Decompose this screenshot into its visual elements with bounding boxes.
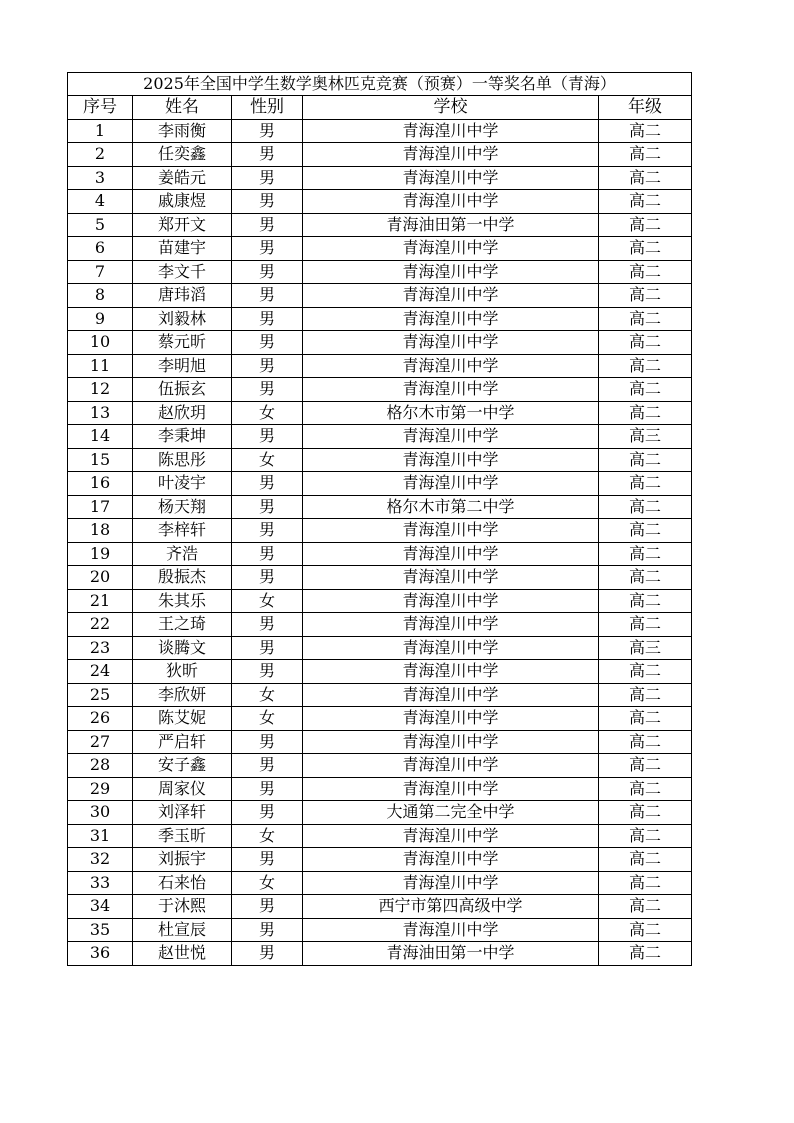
cell-grade: 高二 (599, 566, 692, 590)
cell-grade: 高二 (599, 660, 692, 684)
cell-school: 青海湟川中学 (303, 848, 599, 872)
cell-name: 陈艾妮 (133, 707, 232, 731)
cell-school: 青海湟川中学 (303, 166, 599, 190)
cell-no: 34 (68, 895, 133, 919)
cell-school: 青海湟川中学 (303, 683, 599, 707)
cell-name: 伍振玄 (133, 378, 232, 402)
cell-school: 青海湟川中学 (303, 260, 599, 284)
cell-grade: 高二 (599, 707, 692, 731)
cell-grade: 高二 (599, 918, 692, 942)
cell-school: 青海湟川中学 (303, 918, 599, 942)
cell-grade: 高二 (599, 166, 692, 190)
cell-name: 于沐熙 (133, 895, 232, 919)
cell-grade: 高二 (599, 143, 692, 167)
table-row (68, 143, 692, 167)
cell-no: 21 (68, 589, 133, 613)
cell-school: 青海湟川中学 (303, 237, 599, 261)
cell-no: 31 (68, 824, 133, 848)
cell-grade: 高二 (599, 213, 692, 237)
cell-no: 1 (68, 119, 133, 143)
cell-gender: 男 (232, 918, 303, 942)
cell-name: 陈思彤 (133, 448, 232, 472)
cell-gender: 男 (232, 730, 303, 754)
table-row (68, 284, 692, 308)
cell-school: 西宁市第四高级中学 (303, 895, 599, 919)
cell-no: 6 (68, 237, 133, 261)
cell-name: 李明旭 (133, 354, 232, 378)
cell-name: 齐浩 (133, 542, 232, 566)
cell-no: 20 (68, 566, 133, 590)
cell-name: 赵世悦 (133, 942, 232, 966)
header-gender: 性别 (232, 96, 303, 120)
cell-no: 26 (68, 707, 133, 731)
table-row (68, 589, 692, 613)
table-row (68, 119, 692, 143)
cell-grade: 高二 (599, 824, 692, 848)
table-row (68, 683, 692, 707)
cell-gender: 男 (232, 613, 303, 637)
table-row (68, 425, 692, 449)
cell-name: 李雨衡 (133, 119, 232, 143)
cell-no: 7 (68, 260, 133, 284)
table-row (68, 472, 692, 496)
cell-school: 青海湟川中学 (303, 284, 599, 308)
cell-name: 严启轩 (133, 730, 232, 754)
table-row (68, 660, 692, 684)
cell-no: 24 (68, 660, 133, 684)
cell-school: 青海湟川中学 (303, 707, 599, 731)
cell-no: 17 (68, 495, 133, 519)
cell-grade: 高二 (599, 754, 692, 778)
cell-gender: 男 (232, 425, 303, 449)
cell-gender: 男 (232, 801, 303, 825)
cell-grade: 高二 (599, 589, 692, 613)
cell-school: 青海湟川中学 (303, 613, 599, 637)
table-row (68, 378, 692, 402)
cell-gender: 男 (232, 777, 303, 801)
table-row (68, 401, 692, 425)
cell-grade: 高二 (599, 331, 692, 355)
cell-grade: 高二 (599, 495, 692, 519)
cell-grade: 高二 (599, 378, 692, 402)
cell-name: 安子鑫 (133, 754, 232, 778)
cell-grade: 高二 (599, 871, 692, 895)
header-row (68, 96, 692, 120)
cell-grade: 高二 (599, 542, 692, 566)
cell-no: 13 (68, 401, 133, 425)
cell-gender: 男 (232, 895, 303, 919)
cell-gender: 男 (232, 166, 303, 190)
cell-no: 2 (68, 143, 133, 167)
table-row (68, 707, 692, 731)
cell-no: 30 (68, 801, 133, 825)
cell-name: 杨天翔 (133, 495, 232, 519)
header-school: 学校 (303, 96, 599, 120)
cell-gender: 男 (232, 331, 303, 355)
cell-school: 青海湟川中学 (303, 871, 599, 895)
cell-school: 大通第二完全中学 (303, 801, 599, 825)
cell-school: 青海湟川中学 (303, 378, 599, 402)
cell-school: 青海湟川中学 (303, 448, 599, 472)
cell-no: 9 (68, 307, 133, 331)
cell-no: 36 (68, 942, 133, 966)
table-body (68, 119, 692, 965)
cell-no: 29 (68, 777, 133, 801)
cell-school: 青海油田第一中学 (303, 213, 599, 237)
cell-school: 青海湟川中学 (303, 331, 599, 355)
cell-school: 青海湟川中学 (303, 777, 599, 801)
table-row (68, 495, 692, 519)
cell-name: 戚康煜 (133, 190, 232, 214)
cell-gender: 男 (232, 213, 303, 237)
table-row (68, 918, 692, 942)
cell-name: 刘毅林 (133, 307, 232, 331)
table-row (68, 237, 692, 261)
cell-no: 23 (68, 636, 133, 660)
cell-name: 李文千 (133, 260, 232, 284)
cell-grade: 高二 (599, 777, 692, 801)
table-row (68, 213, 692, 237)
cell-grade: 高二 (599, 448, 692, 472)
cell-name: 狄昕 (133, 660, 232, 684)
cell-gender: 女 (232, 448, 303, 472)
cell-grade: 高二 (599, 119, 692, 143)
cell-gender: 男 (232, 848, 303, 872)
table-row (68, 824, 692, 848)
cell-grade: 高二 (599, 260, 692, 284)
cell-name: 刘振宇 (133, 848, 232, 872)
cell-school: 青海湟川中学 (303, 636, 599, 660)
cell-gender: 男 (232, 119, 303, 143)
cell-no: 28 (68, 754, 133, 778)
cell-grade: 高二 (599, 683, 692, 707)
cell-no: 25 (68, 683, 133, 707)
cell-school: 青海湟川中学 (303, 566, 599, 590)
table-row (68, 307, 692, 331)
cell-name: 蔡元昕 (133, 331, 232, 355)
cell-gender: 女 (232, 589, 303, 613)
table-row (68, 190, 692, 214)
cell-gender: 男 (232, 237, 303, 261)
cell-no: 32 (68, 848, 133, 872)
cell-name: 姜皓元 (133, 166, 232, 190)
cell-gender: 男 (232, 284, 303, 308)
cell-school: 青海湟川中学 (303, 143, 599, 167)
cell-school: 青海湟川中学 (303, 190, 599, 214)
cell-no: 15 (68, 448, 133, 472)
cell-gender: 男 (232, 190, 303, 214)
cell-grade: 高二 (599, 848, 692, 872)
table-row (68, 542, 692, 566)
table-row (68, 871, 692, 895)
cell-name: 任奕鑫 (133, 143, 232, 167)
cell-no: 10 (68, 331, 133, 355)
cell-no: 33 (68, 871, 133, 895)
cell-no: 3 (68, 166, 133, 190)
table-row (68, 848, 692, 872)
cell-name: 赵欣玥 (133, 401, 232, 425)
cell-school: 青海湟川中学 (303, 425, 599, 449)
cell-school: 青海湟川中学 (303, 542, 599, 566)
cell-gender: 女 (232, 401, 303, 425)
table-row (68, 331, 692, 355)
cell-school: 青海湟川中学 (303, 660, 599, 684)
table-title: 2025年全国中学生数学奥林匹克竞赛（预赛）一等奖名单（青海） (68, 73, 692, 96)
cell-name: 李秉坤 (133, 425, 232, 449)
cell-grade: 高三 (599, 636, 692, 660)
cell-no: 12 (68, 378, 133, 402)
table-row (68, 566, 692, 590)
cell-name: 唐玮滔 (133, 284, 232, 308)
table-row (68, 754, 692, 778)
table-row (68, 636, 692, 660)
cell-gender: 男 (232, 495, 303, 519)
cell-no: 14 (68, 425, 133, 449)
table-row (68, 942, 692, 966)
cell-gender: 男 (232, 378, 303, 402)
cell-gender: 女 (232, 824, 303, 848)
cell-no: 35 (68, 918, 133, 942)
cell-name: 王之琦 (133, 613, 232, 637)
cell-name: 朱其乐 (133, 589, 232, 613)
cell-gender: 男 (232, 307, 303, 331)
table-row (68, 777, 692, 801)
cell-gender: 男 (232, 542, 303, 566)
cell-school: 青海湟川中学 (303, 824, 599, 848)
cell-no: 5 (68, 213, 133, 237)
cell-gender: 男 (232, 354, 303, 378)
cell-no: 27 (68, 730, 133, 754)
cell-no: 18 (68, 519, 133, 543)
cell-gender: 女 (232, 683, 303, 707)
cell-name: 郑开文 (133, 213, 232, 237)
header-name: 姓名 (133, 96, 232, 120)
table-row (68, 730, 692, 754)
cell-name: 李欣妍 (133, 683, 232, 707)
cell-school: 青海湟川中学 (303, 354, 599, 378)
cell-grade: 高二 (599, 472, 692, 496)
cell-gender: 男 (232, 566, 303, 590)
table-row (68, 354, 692, 378)
cell-gender: 男 (232, 143, 303, 167)
cell-school: 青海湟川中学 (303, 730, 599, 754)
table-row (68, 260, 692, 284)
cell-name: 苗建宇 (133, 237, 232, 261)
table-row (68, 895, 692, 919)
cell-grade: 高二 (599, 519, 692, 543)
cell-no: 19 (68, 542, 133, 566)
cell-no: 8 (68, 284, 133, 308)
cell-gender: 男 (232, 754, 303, 778)
cell-gender: 男 (232, 472, 303, 496)
cell-name: 刘泽轩 (133, 801, 232, 825)
cell-grade: 高二 (599, 730, 692, 754)
cell-name: 谈腾文 (133, 636, 232, 660)
cell-gender: 女 (232, 871, 303, 895)
table-row (68, 519, 692, 543)
cell-school: 青海湟川中学 (303, 589, 599, 613)
cell-gender: 男 (232, 942, 303, 966)
cell-no: 4 (68, 190, 133, 214)
cell-school: 青海湟川中学 (303, 119, 599, 143)
cell-grade: 高三 (599, 425, 692, 449)
cell-grade: 高二 (599, 942, 692, 966)
table-row (68, 166, 692, 190)
cell-school: 格尔木市第一中学 (303, 401, 599, 425)
cell-grade: 高二 (599, 354, 692, 378)
table-row (68, 613, 692, 637)
cell-grade: 高二 (599, 895, 692, 919)
cell-grade: 高二 (599, 284, 692, 308)
award-list-table (67, 72, 692, 966)
cell-school: 青海湟川中学 (303, 754, 599, 778)
cell-name: 杜宣辰 (133, 918, 232, 942)
cell-grade: 高二 (599, 307, 692, 331)
table-row (68, 801, 692, 825)
cell-name: 李梓轩 (133, 519, 232, 543)
cell-school: 青海油田第一中学 (303, 942, 599, 966)
cell-school: 青海湟川中学 (303, 472, 599, 496)
cell-gender: 女 (232, 707, 303, 731)
cell-name: 周家仪 (133, 777, 232, 801)
cell-grade: 高二 (599, 613, 692, 637)
cell-name: 石来怡 (133, 871, 232, 895)
cell-gender: 男 (232, 636, 303, 660)
cell-gender: 男 (232, 660, 303, 684)
title-row (68, 73, 692, 96)
cell-grade: 高二 (599, 190, 692, 214)
cell-name: 季玉昕 (133, 824, 232, 848)
header-grade: 年级 (599, 96, 692, 120)
cell-gender: 男 (232, 260, 303, 284)
cell-no: 11 (68, 354, 133, 378)
table-row (68, 448, 692, 472)
cell-grade: 高二 (599, 801, 692, 825)
cell-no: 16 (68, 472, 133, 496)
cell-name: 殷振杰 (133, 566, 232, 590)
cell-grade: 高二 (599, 401, 692, 425)
cell-school: 格尔木市第二中学 (303, 495, 599, 519)
cell-name: 叶凌宇 (133, 472, 232, 496)
cell-gender: 男 (232, 519, 303, 543)
cell-grade: 高二 (599, 237, 692, 261)
cell-no: 22 (68, 613, 133, 637)
cell-school: 青海湟川中学 (303, 307, 599, 331)
header-no: 序号 (68, 96, 133, 120)
cell-school: 青海湟川中学 (303, 519, 599, 543)
